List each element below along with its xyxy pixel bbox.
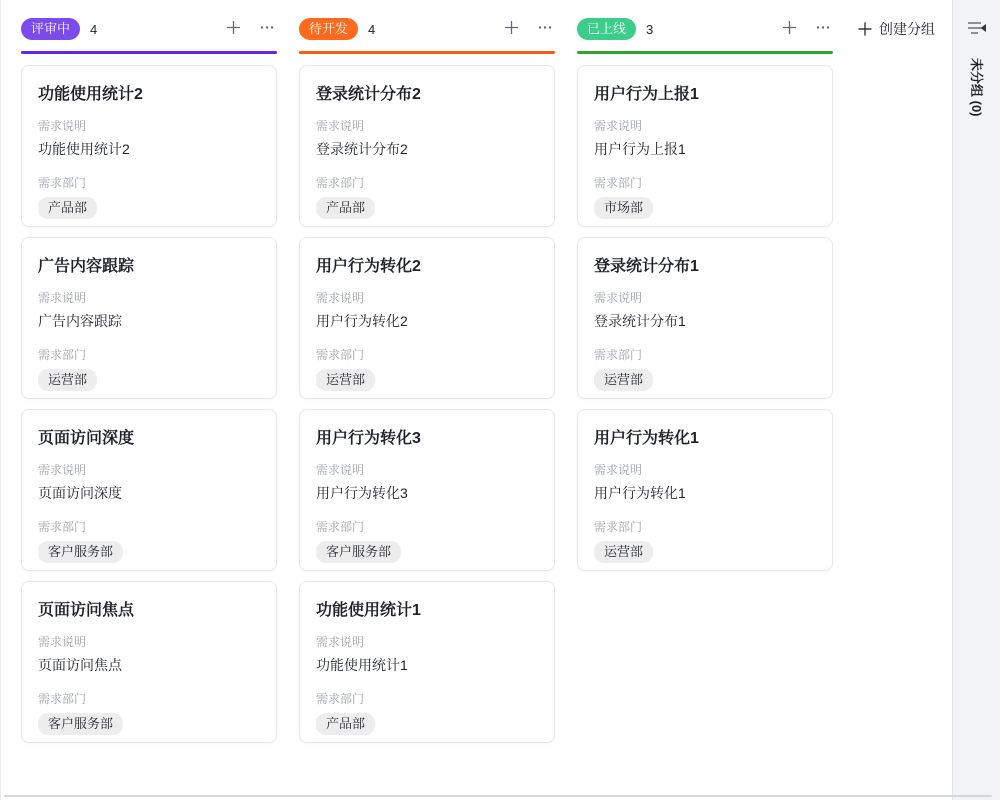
dept-field-label: 需求部门: [316, 691, 365, 706]
desc-field-label: 需求说明: [38, 118, 87, 133]
dept-tag: 运营部: [594, 541, 653, 563]
dept-field-label: 需求部门: [38, 691, 87, 706]
requirement-card[interactable]: [21, 237, 277, 399]
dept-tag: 客户服务部: [38, 541, 123, 563]
column-header: [577, 16, 833, 42]
desc-field-label: 需求说明: [594, 290, 643, 305]
desc-field-label: 需求说明: [316, 118, 365, 133]
card-list: [577, 65, 833, 571]
dept-field-label: 需求部门: [594, 519, 643, 534]
kanban-columns: [1, 0, 952, 743]
requirement-card[interactable]: [21, 409, 277, 571]
desc-field-label: 需求说明: [594, 118, 643, 133]
create-group-button[interactable]: [857, 17, 935, 41]
desc-field-value: 广告内容跟踪: [38, 312, 122, 329]
requirement-card[interactable]: [577, 237, 833, 399]
dept-tag: 客户服务部: [316, 541, 401, 563]
card-title: 用户行为上报1: [594, 85, 699, 103]
dept-tag: 运营部: [594, 369, 653, 391]
desc-field-value: 功能使用统计1: [316, 656, 408, 673]
desc-field-value: 用户行为转化1: [594, 484, 686, 501]
desc-field-label: 需求说明: [316, 290, 365, 305]
card-list: [299, 65, 555, 743]
card-title: 用户行为转化3: [316, 429, 421, 447]
status-badge: 评审中: [21, 18, 80, 40]
column-accent-line: [577, 51, 833, 54]
desc-field-value: 用户行为转化2: [316, 312, 408, 329]
ungrouped-collapsed-panel[interactable]: [952, 0, 1000, 800]
column-more-button[interactable]: [813, 18, 833, 40]
collapse-list-icon[interactable]: [967, 20, 987, 41]
add-card-button[interactable]: [780, 18, 799, 40]
requirement-card[interactable]: [299, 237, 555, 399]
create-group-label: 创建分组: [879, 21, 935, 37]
dept-tag: 运营部: [38, 369, 97, 391]
card-list: [21, 65, 277, 743]
bottom-divider: [4, 795, 992, 797]
desc-field-label: 需求说明: [594, 462, 643, 477]
add-card-button[interactable]: [502, 18, 521, 40]
desc-field-label: 需求说明: [316, 634, 365, 649]
card-title: 页面访问焦点: [38, 601, 135, 619]
dept-field-label: 需求部门: [38, 175, 87, 190]
ellipsis-icon: [815, 20, 831, 38]
dept-field-label: 需求部门: [316, 175, 365, 190]
desc-field-value: 页面访问焦点: [38, 656, 122, 673]
column-accent-line: [21, 51, 277, 54]
dept-tag: 产品部: [316, 713, 375, 735]
card-title: 用户行为转化2: [316, 257, 421, 275]
status-badge: 已上线: [577, 18, 636, 40]
desc-field-label: 需求说明: [38, 634, 87, 649]
dept-tag: 产品部: [316, 197, 375, 219]
column-more-button[interactable]: [535, 18, 555, 40]
plus-icon: [782, 20, 797, 38]
column-accent-line: [299, 51, 555, 54]
desc-field-value: 登录统计分布1: [594, 312, 686, 329]
requirement-card[interactable]: [577, 65, 833, 227]
card-title: 用户行为转化1: [594, 429, 699, 447]
requirement-card[interactable]: [21, 581, 277, 743]
desc-field-label: 需求说明: [38, 290, 87, 305]
card-title: 功能使用统计2: [38, 85, 143, 103]
card-count: 3: [646, 21, 654, 37]
desc-field-label: 需求说明: [38, 462, 87, 477]
dept-tag: 市场部: [594, 197, 653, 219]
requirement-card[interactable]: [299, 409, 555, 571]
desc-field-value: 功能使用统计2: [38, 140, 130, 157]
dept-field-label: 需求部门: [38, 519, 87, 534]
card-title: 登录统计分布1: [594, 257, 699, 275]
dept-field-label: 需求部门: [594, 175, 643, 190]
dept-field-label: 需求部门: [38, 347, 87, 362]
kanban-column-in-review: [21, 16, 277, 743]
ellipsis-icon: [259, 20, 275, 38]
plus-icon: [226, 20, 241, 38]
requirement-card[interactable]: [577, 409, 833, 571]
dept-field-label: 需求部门: [316, 519, 365, 534]
card-title: 功能使用统计1: [316, 601, 421, 619]
desc-field-value: 用户行为转化3: [316, 484, 408, 501]
requirement-card[interactable]: [299, 581, 555, 743]
dept-field-label: 需求部门: [594, 347, 643, 362]
dept-field-label: 需求部门: [316, 347, 365, 362]
ellipsis-icon: [537, 20, 553, 38]
dept-tag: 运营部: [316, 369, 375, 391]
status-badge: 待开发: [299, 18, 358, 40]
ungrouped-label: 未分组 (0): [969, 58, 984, 117]
dept-tag: 产品部: [38, 197, 97, 219]
kanban-column-to-develop: [299, 16, 555, 743]
requirement-card[interactable]: [21, 65, 277, 227]
desc-field-value: 页面访问深度: [38, 484, 122, 501]
card-count: 4: [368, 21, 376, 37]
card-title: 登录统计分布2: [316, 85, 421, 103]
desc-field-label: 需求说明: [316, 462, 365, 477]
column-header: [299, 16, 555, 42]
desc-field-value: 用户行为上报1: [594, 140, 686, 157]
plus-icon: [504, 20, 519, 38]
dept-tag: 客户服务部: [38, 713, 123, 735]
desc-field-value: 登录统计分布2: [316, 140, 408, 157]
card-title: 页面访问深度: [38, 429, 135, 447]
column-more-button[interactable]: [257, 18, 277, 40]
kanban-column-launched: [577, 16, 833, 743]
requirement-card[interactable]: [299, 65, 555, 227]
card-title: 广告内容跟踪: [38, 257, 135, 275]
add-card-button[interactable]: [224, 18, 243, 40]
card-count: 4: [90, 21, 98, 37]
plus-icon: [857, 21, 873, 37]
column-header: [21, 16, 277, 42]
